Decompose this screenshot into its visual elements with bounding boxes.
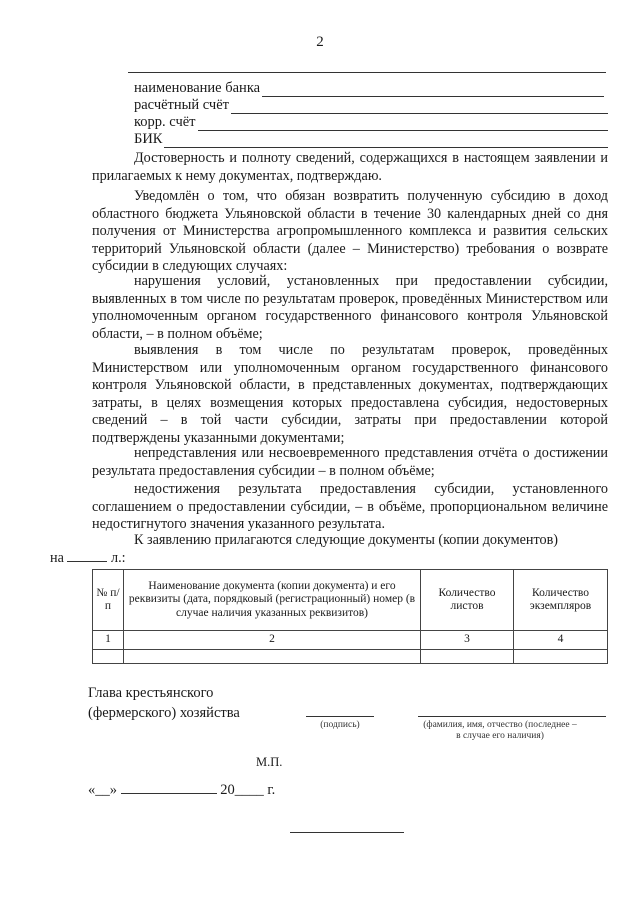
case-false-data: выявления в том числе по результатам проверок, проведённых Министерством или уполномоченным органом государственного финансового контроля Ульяновской области, в представленных документах, подтверждающих затраты, в целях возмещения которых предоставлена субсидия, недостоверных сведений – в той части субсидии, затраты при предоставлении которой подтверждены указанными документами;	[92, 342, 608, 446]
table-cell[interactable]	[93, 649, 124, 663]
bank-name-label: наименование банка	[134, 80, 261, 96]
attachments-on-label: на	[50, 549, 64, 566]
table-index-row	[93, 631, 608, 650]
table-cell[interactable]	[514, 649, 608, 663]
case-not-achieved: недостижения результата предоставления субсидии, установленного соглашением о предоставлении субсидии, – в объёме, пропорциональном величине недостигнутого значения указанного результата.	[92, 481, 608, 532]
table-row[interactable]	[93, 649, 608, 663]
bank-account-field[interactable]	[134, 97, 608, 114]
documents-table	[92, 569, 608, 664]
signatory-title	[88, 683, 240, 723]
header-copies: Количество экземпляров	[514, 570, 608, 631]
date-day: «__»	[88, 782, 117, 798]
bank-account-label: расчётный счёт	[134, 97, 229, 113]
date-field[interactable]	[88, 782, 275, 799]
index-cell: 4	[514, 631, 608, 650]
full-name-caption: (фамилия, имя, отчество (последнее – в случае его наличия)	[423, 720, 577, 741]
header-sheets: Количество листов	[421, 570, 514, 631]
stamp-placeholder: М.П.	[256, 755, 283, 769]
case-no-report: непредставления или несвоевременного представления отчёта о достижении результата предоставления субсидии – в полном объёме;	[92, 445, 608, 479]
attachments-intro-text: К заявлению прилагаются следующие документы (копии документов)	[134, 532, 559, 548]
full-name-line[interactable]	[418, 716, 606, 717]
attachments-intro	[50, 532, 608, 567]
confirmation-paragraph: Достоверность и полноту сведений, содержащихся в настоящем заявлении и прилагаемых к нему документах, подтверждаю.	[92, 150, 608, 184]
index-cell: 2	[124, 631, 421, 650]
signatory-title-line1: Глава крестьянского	[88, 685, 214, 701]
bik-field[interactable]	[134, 131, 608, 148]
table-cell[interactable]	[421, 649, 514, 663]
index-cell: 1	[93, 631, 124, 650]
case-violation: нарушения условий, установленных при предоставлении субсидии, выявленных в том числе по результатам проверок, проведённых Министерством или уполномоченным органом государственного финансового контроля Ульяновской области, – в полном объёме;	[92, 273, 608, 342]
return-notice-paragraph: Уведомлён о том, что обязан возвратить полученную субсидию в доход областного бюджета Ульяновской области в течение 30 календарных дней со дня получения от Министерства агропромышленного комплекса и развития сельских территорий Ульяновской области (далее – Министерство) требования о возврате субсидии в следующих случаях:	[92, 188, 608, 274]
signatory-title-line2: (фермерского) хозяйства	[88, 705, 240, 721]
index-cell: 3	[421, 631, 514, 650]
corr-account-field[interactable]	[134, 114, 608, 131]
bank-name-field[interactable]	[134, 80, 604, 97]
signature-caption: (подпись)	[320, 720, 360, 730]
page-number: 2	[316, 34, 324, 50]
date-month-blank[interactable]	[121, 793, 217, 794]
attachments-pages-label: л.:	[110, 549, 126, 566]
date-year: 20____ г.	[220, 782, 276, 798]
bik-label: БИК	[134, 131, 163, 147]
header-document-name: Наименование документа (копии документа) и его реквизиты (дата, порядковый (регистрационный) номер (в случае наличия указанных реквизитов)	[124, 570, 421, 631]
pages-count-blank[interactable]	[67, 561, 107, 562]
top-rule	[128, 72, 606, 73]
signature-line[interactable]	[306, 716, 374, 717]
corr-account-label: корр. счёт	[134, 114, 196, 130]
bottom-rule	[290, 832, 404, 833]
table-header-row	[93, 570, 608, 631]
table-cell[interactable]	[124, 649, 421, 663]
header-number: № п/п	[93, 570, 124, 631]
